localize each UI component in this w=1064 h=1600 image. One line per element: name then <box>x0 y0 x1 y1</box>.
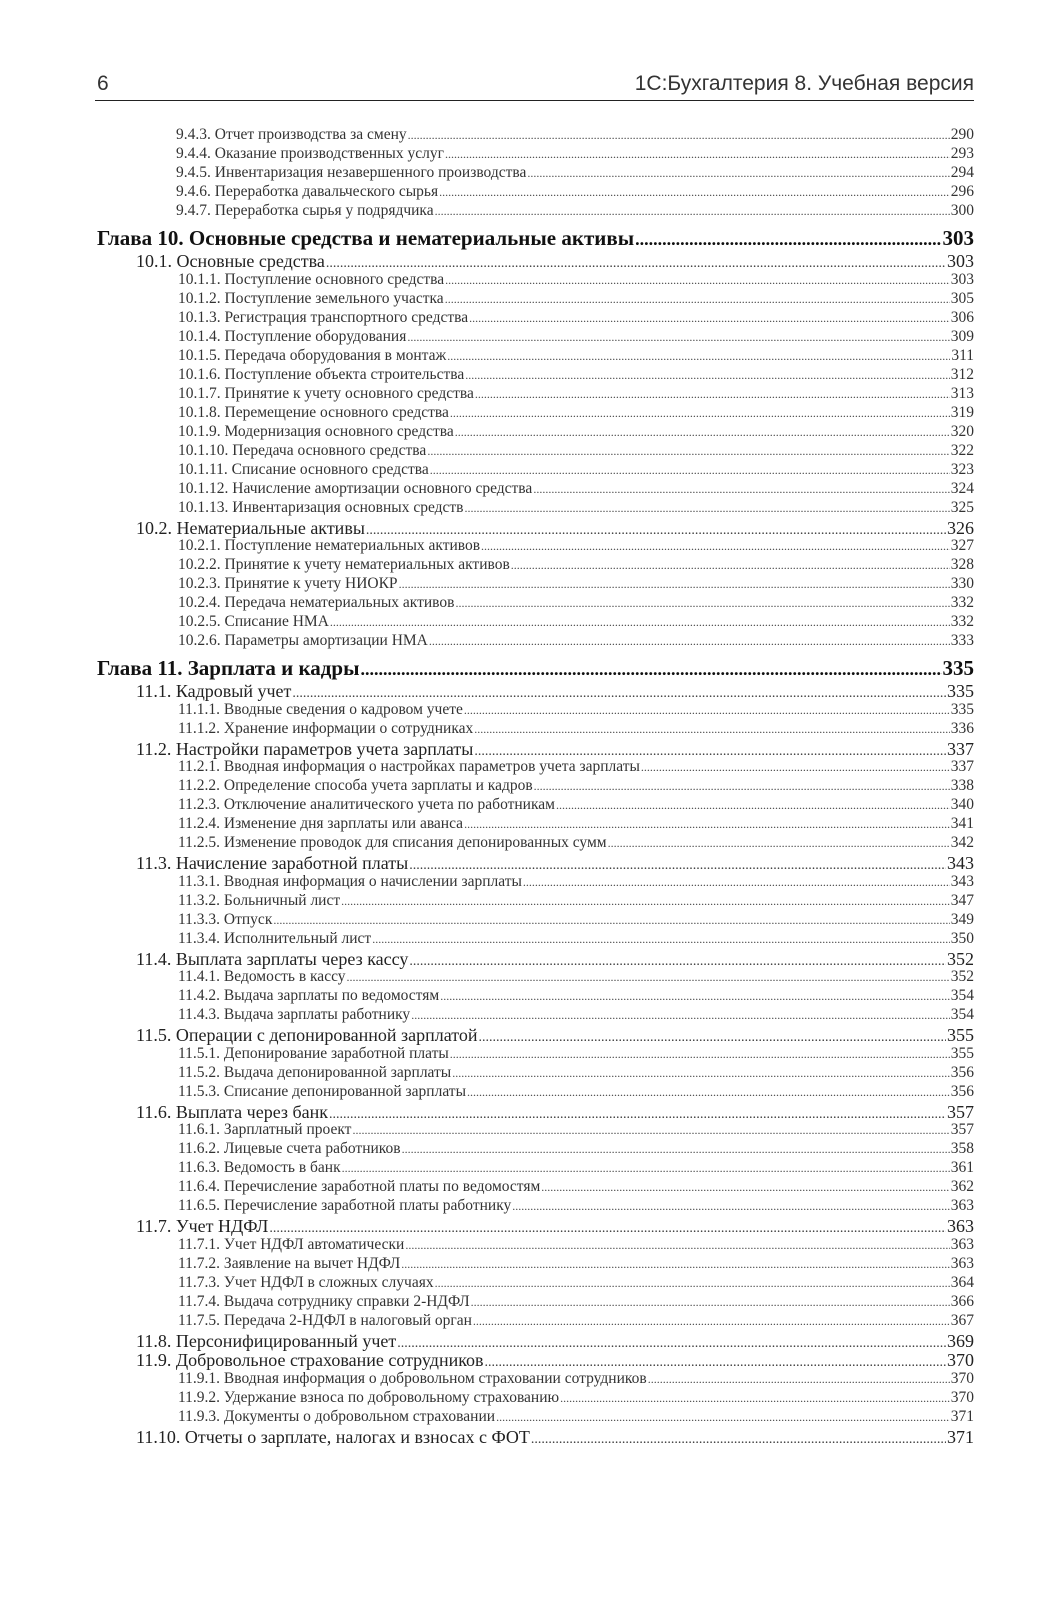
leader-dots <box>560 1389 950 1407</box>
toc-entry-title: 11.4.1. Ведомость в кассу <box>178 968 346 985</box>
toc-entry-title: 11.7.4. Выдача сотруднику справки 2-НДФЛ <box>178 1292 470 1310</box>
toc-entry-title: 11.5.2. Выдача депонированной зарплаты <box>178 1063 452 1081</box>
toc-entry-page: 326 <box>947 517 974 538</box>
toc-entry-title: 11.2. Настройки параметров учета зарплаты <box>136 738 474 759</box>
toc-entry-title: 11.9. Добровольное страхование сотрудников <box>136 1350 484 1370</box>
leader-dots <box>411 1006 950 1024</box>
toc-entry-title: 10.2.2. Принятие к учету нематериальных активов <box>178 556 510 573</box>
toc-entry-title: 11.4.2. Выдача зарплаты по ведомостям <box>178 987 440 1004</box>
leader-dots <box>397 1331 946 1352</box>
leader-dots <box>474 739 946 760</box>
toc-subsection-entry <box>178 404 974 422</box>
leader-dots <box>469 309 950 327</box>
toc-entry-title: 11.1.2. Хранение информации о сотрудниках <box>178 719 474 737</box>
toc-entry-title: 11.3. Начисление заработной платы <box>136 853 409 873</box>
toc-entry-title: 11.7.5. Передача 2-НДФЛ в налоговый орган <box>178 1311 472 1329</box>
toc-entry-page: 306 <box>950 308 974 326</box>
leader-dots <box>512 1197 949 1215</box>
toc-subsection-entry <box>176 183 974 201</box>
leader-dots <box>292 681 946 702</box>
toc-section-entry <box>136 1331 974 1352</box>
leader-dots <box>635 226 941 251</box>
toc-entry-title: 10.1. Основные средства <box>136 251 325 271</box>
toc-entry-page: 293 <box>950 145 974 162</box>
toc-subsection-entry <box>178 1083 974 1101</box>
leader-dots <box>269 1216 946 1237</box>
toc-subsection-entry <box>176 164 974 182</box>
toc-entry-page: 335 <box>942 656 974 680</box>
toc-section-entry <box>136 853 974 874</box>
leader-dots <box>641 758 950 776</box>
leader-dots <box>474 720 950 738</box>
leader-dots <box>445 290 950 308</box>
toc-entry-page: 354 <box>950 987 974 1004</box>
toc-entry-page: 367 <box>950 1311 974 1329</box>
toc-entry-page: 322 <box>950 441 974 459</box>
toc-subsection-entry <box>178 892 974 910</box>
leader-dots <box>533 480 949 498</box>
toc-subsection-entry <box>178 834 974 852</box>
toc-entry-page: 342 <box>950 834 974 851</box>
toc-entry-page: 290 <box>950 126 974 143</box>
toc-subsection-entry <box>178 499 974 517</box>
toc-subsection-entry <box>178 613 974 631</box>
toc-entry-page: 296 <box>950 183 974 200</box>
toc-entry-page: 366 <box>950 1292 974 1310</box>
page-number: 6 <box>97 72 109 95</box>
toc-subsection-entry <box>178 1312 974 1330</box>
toc-entry-title: 11.2.4. Изменение дня зарплаты или аванса <box>178 815 464 832</box>
toc-subsection-entry <box>178 1255 974 1273</box>
toc-entry-page: 355 <box>950 1044 974 1062</box>
toc-section-entry <box>136 518 974 539</box>
leader-dots <box>450 404 950 422</box>
toc-entry-page: 371 <box>947 1426 974 1447</box>
toc-entry-title: 11.7.3. Учет НДФЛ в сложных случаях <box>178 1273 434 1291</box>
toc-entry-title: 10.1.11. Списание основного средства <box>178 460 429 478</box>
toc-chapter-entry <box>97 226 974 251</box>
leader-dots <box>372 930 950 948</box>
toc-entry-title: 11.3.2. Больничный лист <box>178 891 341 909</box>
toc-subsection-entry <box>178 271 974 289</box>
toc-section-entry <box>136 1350 974 1371</box>
toc-entry-page: 352 <box>947 948 974 969</box>
toc-entry-title: 10.1.9. Модернизация основного средства <box>178 422 454 440</box>
toc-subsection-entry <box>178 720 974 738</box>
toc-section-entry <box>136 1102 974 1123</box>
toc-entry-title: 10.1.8. Перемещение основного средства <box>178 403 449 421</box>
leader-dots <box>485 1350 946 1371</box>
leader-dots <box>464 701 950 719</box>
toc-entry-title: 10.2.6. Параметры амортизации НМА <box>178 632 428 649</box>
toc-entry-page: 309 <box>950 327 974 345</box>
leader-dots <box>496 1408 950 1426</box>
toc-subsection-entry <box>178 1045 974 1063</box>
leader-dots <box>475 385 950 403</box>
toc-subsection-entry <box>178 1064 974 1082</box>
toc-subsection-entry <box>178 594 974 612</box>
leader-dots <box>330 613 950 631</box>
leader-dots <box>430 461 950 479</box>
toc-entry-title: 9.4.7. Переработка сырья у подрядчика <box>176 202 434 219</box>
leader-dots <box>467 1083 950 1101</box>
toc-entry-page: 361 <box>950 1159 974 1176</box>
leader-dots <box>435 202 950 220</box>
toc-entry-page: 363 <box>950 1254 974 1272</box>
toc-subsection-entry <box>178 385 974 403</box>
toc-entry-page: 319 <box>950 403 974 421</box>
toc-subsection-entry <box>178 930 974 948</box>
toc-entry-title: 11.5.3. Списание депонированной зарплаты <box>178 1082 466 1100</box>
toc-subsection-entry <box>178 777 974 795</box>
toc-entry-page: 327 <box>950 537 974 554</box>
toc-entry-title: 11.2.2. Определение способа учета зарплаты и кадров <box>178 777 533 794</box>
leader-dots <box>408 126 950 144</box>
toc-subsection-entry <box>178 1389 974 1407</box>
leader-dots <box>401 1255 950 1273</box>
toc-entry-title: 9.4.4. Оказание производственных услуг <box>176 145 444 162</box>
toc-entry-page: 338 <box>950 777 974 794</box>
toc-subsection-entry <box>178 1408 974 1426</box>
toc-entry-page: 335 <box>950 700 974 718</box>
toc-subsection-entry <box>178 537 974 555</box>
toc-entry-title: 11.6.5. Перечисление заработной платы работнику <box>178 1197 512 1214</box>
toc-subsection-entry <box>178 575 974 593</box>
toc-entry-title: 10.1.6. Поступление объекта строительства <box>178 365 465 383</box>
toc-entry-page: 332 <box>950 613 974 630</box>
toc-entry-title: 10.1.10. Передача основного средства <box>178 441 427 459</box>
leader-dots <box>326 251 946 272</box>
leader-dots <box>527 164 949 182</box>
toc-entry-page: 357 <box>950 1121 974 1138</box>
toc-entry-title: 11.8. Персонифицированный учет <box>136 1330 397 1351</box>
toc-entry-page: 330 <box>950 575 974 592</box>
toc-entry-title: 11.7.2. Заявление на вычет НДФЛ <box>178 1254 401 1272</box>
toc-entry-page: 356 <box>950 1063 974 1081</box>
leader-dots <box>341 892 950 910</box>
toc-entry-title: 10.2.4. Передача нематериальных активов <box>178 594 455 611</box>
toc-entry-page: 324 <box>950 479 974 497</box>
toc-entry-page: 335 <box>947 681 974 701</box>
toc-entry-page: 370 <box>950 1369 974 1387</box>
book-title: 1С:Бухгалтерия 8. Учебная версия <box>634 72 974 95</box>
leader-dots <box>409 949 946 970</box>
toc-entry-page: 350 <box>950 929 974 947</box>
toc-entry-title: 11.5.1. Депонирование заработной платы <box>178 1044 449 1062</box>
toc-entry-page: 300 <box>950 202 974 219</box>
toc-entry-title: 11.6.3. Ведомость в банк <box>178 1159 341 1176</box>
toc-entry-page: 337 <box>947 738 974 759</box>
toc-entry-page: 371 <box>950 1407 974 1425</box>
toc-entry-title: 11.1.1. Вводные сведения о кадровом учете <box>178 700 463 718</box>
toc-entry-title: 10.2.1. Поступление нематериальных активов <box>178 537 481 554</box>
toc-entry-title: 11.3.1. Вводная информация о начислении зарплаты <box>178 872 522 890</box>
leader-dots <box>465 499 950 517</box>
toc-entry-page: 369 <box>947 1330 974 1351</box>
toc-subsection-entry <box>178 290 974 308</box>
toc-entry-page: 362 <box>950 1178 974 1195</box>
leader-dots <box>273 911 949 929</box>
toc-entry-title: 10.1.13. Инвентаризация основных средств <box>178 498 464 516</box>
toc-entry-page: 303 <box>942 226 974 250</box>
toc-entry-page: 370 <box>947 1350 974 1370</box>
toc-subsection-entry <box>178 758 974 776</box>
leader-dots <box>435 1274 950 1292</box>
leader-dots <box>360 656 941 681</box>
toc-section-entry <box>136 681 974 702</box>
toc-entry-page: 320 <box>950 422 974 440</box>
toc-entry-page: 364 <box>950 1273 974 1291</box>
toc-subsection-entry <box>178 1370 974 1388</box>
toc-entry-page: 325 <box>950 498 974 516</box>
leader-dots <box>440 987 950 1005</box>
leader-dots <box>450 1045 950 1063</box>
toc-subsection-entry <box>178 480 974 498</box>
toc-entry-title: 11.6.1. Зарплатный проект <box>178 1121 352 1138</box>
toc-entry-title: 11.3.3. Отпуск <box>178 910 273 928</box>
toc-subsection-entry <box>178 1006 974 1024</box>
toc-entry-title: 11.6.4. Перечисление заработной платы по ведомостям <box>178 1178 541 1195</box>
toc-entry-page: 341 <box>950 815 974 832</box>
toc-entry-page: 303 <box>950 270 974 288</box>
leader-dots <box>455 594 949 612</box>
leader-dots <box>465 366 950 384</box>
leader-dots <box>445 271 950 289</box>
toc-entry-title: 10.1.5. Передача оборудования в монтаж <box>178 346 447 364</box>
toc-entry-page: 370 <box>950 1388 974 1406</box>
toc-entry-title: 11.6.2. Лицевые счета работников <box>178 1140 401 1157</box>
toc-entry-title: 11.5. Операции с депонированной зарплатой <box>136 1025 478 1045</box>
toc-entry-page: 349 <box>950 910 974 928</box>
leader-dots <box>523 873 950 891</box>
toc-subsection-entry <box>178 632 974 650</box>
toc-entry-page: 343 <box>950 872 974 890</box>
leader-dots <box>608 834 950 852</box>
toc-entry-title: 9.4.6. Переработка давальческого сырья <box>176 183 439 200</box>
toc-entry-title: 10.1.1. Поступление основного средства <box>178 270 445 288</box>
leader-dots <box>452 1064 950 1082</box>
toc-entry-title: 10.1.7. Принятие к учету основного средства <box>178 384 474 402</box>
toc-entry-title: 11.2.1. Вводная информация о настройках параметров учета зарплаты <box>178 758 640 775</box>
toc-entry-page: 323 <box>950 460 974 478</box>
toc-entry-page: 336 <box>950 719 974 737</box>
toc-subsection-entry <box>178 556 974 574</box>
toc-subsection-entry <box>178 1274 974 1292</box>
toc-entry-page: 305 <box>950 289 974 307</box>
toc-subsection-entry <box>176 202 974 220</box>
toc-entry-page: 340 <box>950 796 974 813</box>
leader-dots <box>479 1025 946 1046</box>
toc-subsection-entry <box>178 442 974 460</box>
toc-section-entry <box>136 949 974 970</box>
toc-entry-title: 11.6. Выплата через банк <box>136 1101 329 1122</box>
toc-subsection-entry <box>176 145 974 163</box>
toc-entry-title: 10.1.4. Поступление оборудования <box>178 327 407 345</box>
toc-entry-page: 337 <box>950 758 974 775</box>
leader-dots <box>347 968 950 986</box>
toc-entry-title: 9.4.3. Отчет производства за смену <box>176 126 407 143</box>
leader-dots <box>427 442 949 460</box>
leader-dots <box>342 1159 950 1177</box>
toc-entry-page: 347 <box>950 891 974 909</box>
toc-entry-title: 10.2.3. Принятие к учету НИОКР <box>178 575 398 592</box>
toc-entry-page: 355 <box>947 1025 974 1045</box>
toc-entry-title: 10.1.12. Начисление амортизации основного средства <box>178 479 533 497</box>
toc-subsection-entry <box>178 309 974 327</box>
toc-entry-title: 9.4.5. Инвентаризация незавершенного производства <box>176 164 527 181</box>
toc-entry-title: 11.4. Выплата зарплаты через кассу <box>136 948 409 969</box>
toc-entry-title: 11.7. Учет НДФЛ <box>136 1216 269 1236</box>
toc-section-entry <box>136 1216 974 1237</box>
toc-subsection-entry <box>178 1140 974 1158</box>
toc-entry-page: 358 <box>950 1140 974 1157</box>
toc-subsection-entry <box>178 461 974 479</box>
toc-subsection-entry <box>178 347 974 365</box>
toc-entry-page: 303 <box>947 251 974 271</box>
toc-subsection-entry <box>178 1121 974 1139</box>
toc-entry-page: 313 <box>950 384 974 402</box>
toc-section-entry <box>136 251 974 272</box>
toc-entry-page: 354 <box>950 1006 974 1023</box>
toc-subsection-entry <box>178 701 974 719</box>
toc-section-entry <box>136 1025 974 1046</box>
toc-subsection-entry <box>178 815 974 833</box>
leader-dots <box>402 1140 950 1158</box>
toc-entry-page: 328 <box>950 556 974 573</box>
toc-entry-title: 11.7.1. Учет НДФЛ автоматически <box>178 1235 405 1253</box>
toc-entry-page: 356 <box>950 1082 974 1100</box>
toc-entry-page: 311 <box>951 346 974 364</box>
toc-subsection-entry <box>178 1197 974 1215</box>
toc-entry-title: 11.3.4. Исполнительный лист <box>178 929 372 947</box>
toc-entry-title: 11.9.3. Документы о добровольном страховании <box>178 1407 496 1425</box>
toc-entry-title: 11.1. Кадровый учет <box>136 681 292 701</box>
toc-entry-title: 11.9.1. Вводная информация о добровольном страховании сотрудников <box>178 1369 647 1387</box>
toc-subsection-entry <box>178 328 974 346</box>
leader-dots <box>481 537 950 555</box>
toc-subsection-entry <box>178 796 974 814</box>
toc-section-entry <box>136 1427 974 1448</box>
toc-subsection-entry <box>178 911 974 929</box>
toc-subsection-entry <box>178 968 974 986</box>
toc-entry-title: 10.2.5. Списание НМА <box>178 613 329 630</box>
leader-dots <box>556 796 950 814</box>
toc-entry-page: 357 <box>947 1101 974 1122</box>
toc-entry-title: Глава 11. Зарплата и кадры <box>97 656 360 680</box>
leader-dots <box>464 815 950 833</box>
running-header <box>95 68 974 101</box>
toc-subsection-entry <box>178 1236 974 1254</box>
leader-dots <box>511 556 950 574</box>
toc-subsection-entry <box>178 987 974 1005</box>
leader-dots <box>447 347 950 365</box>
leader-dots <box>409 853 946 874</box>
toc-chapter-entry <box>97 656 974 681</box>
toc-entry-title: 11.2.3. Отключение аналитического учета по работникам <box>178 796 555 813</box>
toc-entry-page: 363 <box>947 1216 974 1236</box>
toc-subsection-entry <box>178 873 974 891</box>
toc-entry-page: 333 <box>950 632 974 649</box>
leader-dots <box>473 1312 950 1330</box>
leader-dots <box>445 145 950 163</box>
toc-entry-title: 10.2. Нематериальные активы <box>136 517 365 538</box>
toc-entry-page: 363 <box>950 1197 974 1214</box>
toc-subsection-entry <box>178 366 974 384</box>
toc-entry-title: 11.9.2. Удержание взноса по добровольному страхованию <box>178 1388 560 1406</box>
leader-dots <box>407 328 949 346</box>
leader-dots <box>399 575 950 593</box>
toc-subsection-entry <box>178 423 974 441</box>
toc-section-entry <box>136 739 974 760</box>
toc-entry-page: 294 <box>950 164 974 181</box>
toc-subsection-entry <box>178 1159 974 1177</box>
leader-dots <box>429 632 950 650</box>
toc-entry-title: 11.2.5. Изменение проводок для списания депонированных сумм <box>178 834 607 851</box>
leader-dots <box>534 777 950 795</box>
toc-entry-page: 343 <box>947 853 974 873</box>
toc-entry-page: 332 <box>950 594 974 611</box>
toc-entry-title: 11.4.3. Выдача зарплаты работнику <box>178 1006 411 1023</box>
leader-dots <box>648 1370 950 1388</box>
leader-dots <box>455 423 950 441</box>
toc-entry-page: 352 <box>950 968 974 985</box>
leader-dots <box>439 183 950 201</box>
leader-dots <box>366 518 946 539</box>
toc-entry-page: 312 <box>950 365 974 383</box>
leader-dots <box>352 1121 949 1139</box>
toc-entry-title: 10.1.2. Поступление земельного участка <box>178 289 444 307</box>
toc-subsection-entry <box>178 1178 974 1196</box>
toc-entry-title: Глава 10. Основные средства и нематериальные активы <box>97 226 635 250</box>
toc-subsection-entry <box>176 126 974 144</box>
toc-entry-title: 10.1.3. Регистрация транспортного средства <box>178 308 469 326</box>
leader-dots <box>405 1236 949 1254</box>
toc-entry-title: 11.10. Отчеты о зарплате, налогах и взносах с ФОТ <box>136 1426 530 1447</box>
toc-entry-page: 363 <box>950 1235 974 1253</box>
leader-dots <box>329 1102 946 1123</box>
leader-dots <box>541 1178 949 1196</box>
leader-dots <box>531 1427 946 1448</box>
toc-subsection-entry <box>178 1293 974 1311</box>
leader-dots <box>471 1293 950 1311</box>
